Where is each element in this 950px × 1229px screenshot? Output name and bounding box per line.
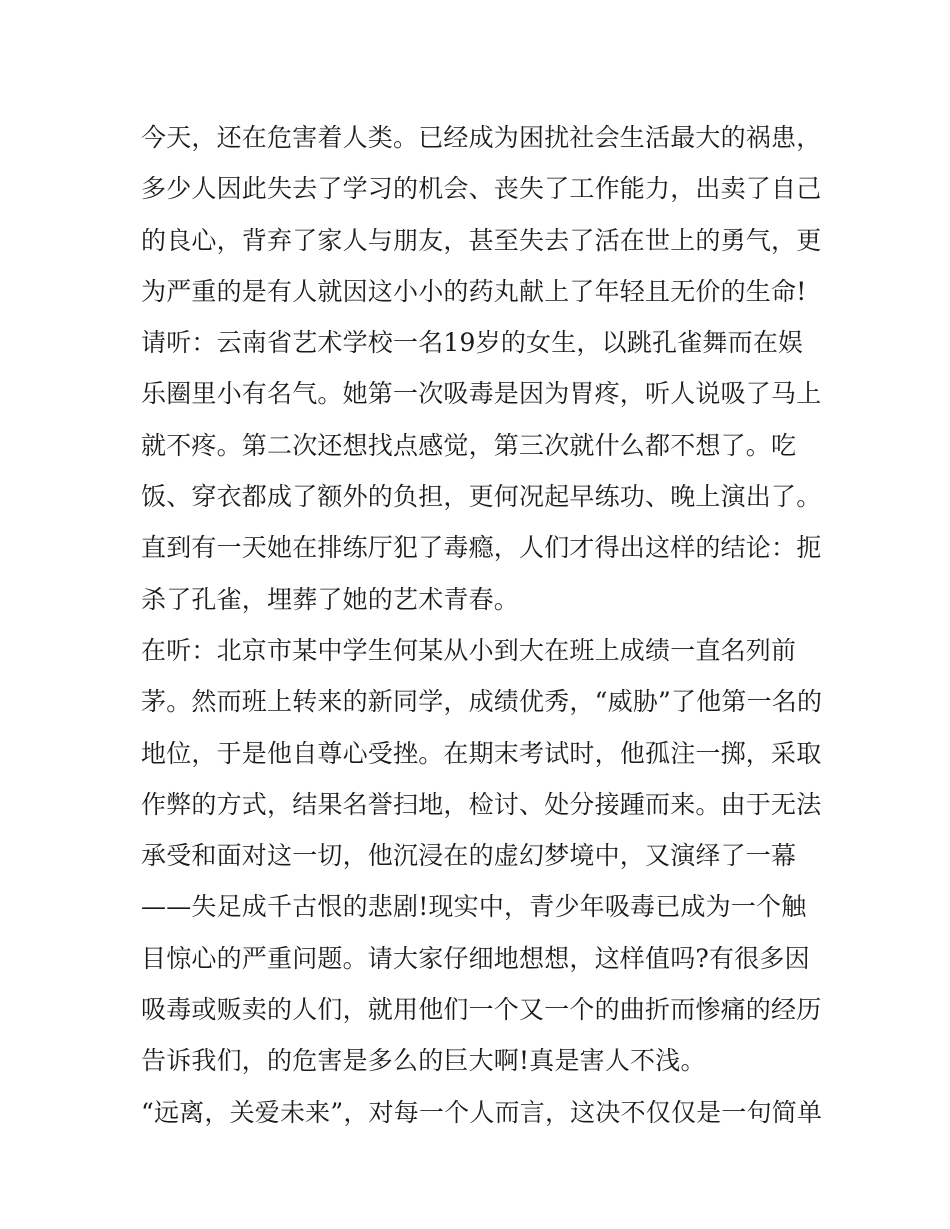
text-line: 吸毒或贩卖的人们，就用他们一个又一个的曲折而惨痛的经历 <box>141 995 822 1025</box>
text-line: 目惊心的严重问题。请大家仔细地想想，这样值吗?有很多因 <box>141 943 810 973</box>
text-line: 直到有一天她在排练厅犯了毒瘾，人们才得出这样的结论：扼 <box>141 533 822 563</box>
text-line: 饭、穿衣都成了额外的负担，更何况起早练功、晚上演出了。 <box>141 482 822 512</box>
text-line: 在听：北京市某中学生何某从小到大在班上成绩一直名列前 <box>141 635 797 665</box>
text-line: 杀了孔雀，埋葬了她的艺术青春。 <box>141 584 520 614</box>
text-line: ——失足成千古恨的悲剧!现实中，青少年吸毒已成为一个触 <box>141 892 807 922</box>
text-line: “远离，关爱未来”，对每一个人而言，这决不仅仅是一句简单 <box>141 1097 823 1127</box>
text-line: 今天，还在危害着人类。已经成为困扰社会生活最大的祸患， <box>141 123 822 152</box>
text-line: 告诉我们，的危害是多么的巨大啊!真是害人不浅。 <box>141 1046 706 1076</box>
text-line: 为严重的是有人就因这小小的药丸献上了年轻且无价的生命! <box>141 276 807 306</box>
text-line: 就不疼。第二次还想找点感觉，第三次就什么都不想了。吃 <box>141 430 797 460</box>
text-line: 乐圈里小有名气。她第一次吸毒是因为胃疼，听人说吸了马上 <box>141 379 822 409</box>
text-line: 作弊的方式，结果名誉扫地，检讨、处分接踵而来。由于无法 <box>141 789 822 819</box>
text-line: 地位，于是他自尊心受挫。在期末考试时，他孤注一掷，采取 <box>141 738 822 768</box>
text-line: 多少人因此失去了学习的机会、丧失了工作能力，出卖了自己 <box>141 174 822 204</box>
text-line: 请听：云南省艺术学校一名19岁的女生，以跳孔雀舞而在娱 <box>141 328 804 358</box>
text-line: 茅。然而班上转来的新同学，成绩优秀，“威胁”了他第一名的 <box>141 687 823 717</box>
text-line: 的良心，背弃了家人与朋友，甚至失去了活在世上的勇气，更 <box>141 225 822 255</box>
text-line: 承受和面对这一切，他沉浸在的虚幻梦境中，又演绎了一幕 <box>141 841 797 871</box>
document-body <box>141 112 821 1138</box>
